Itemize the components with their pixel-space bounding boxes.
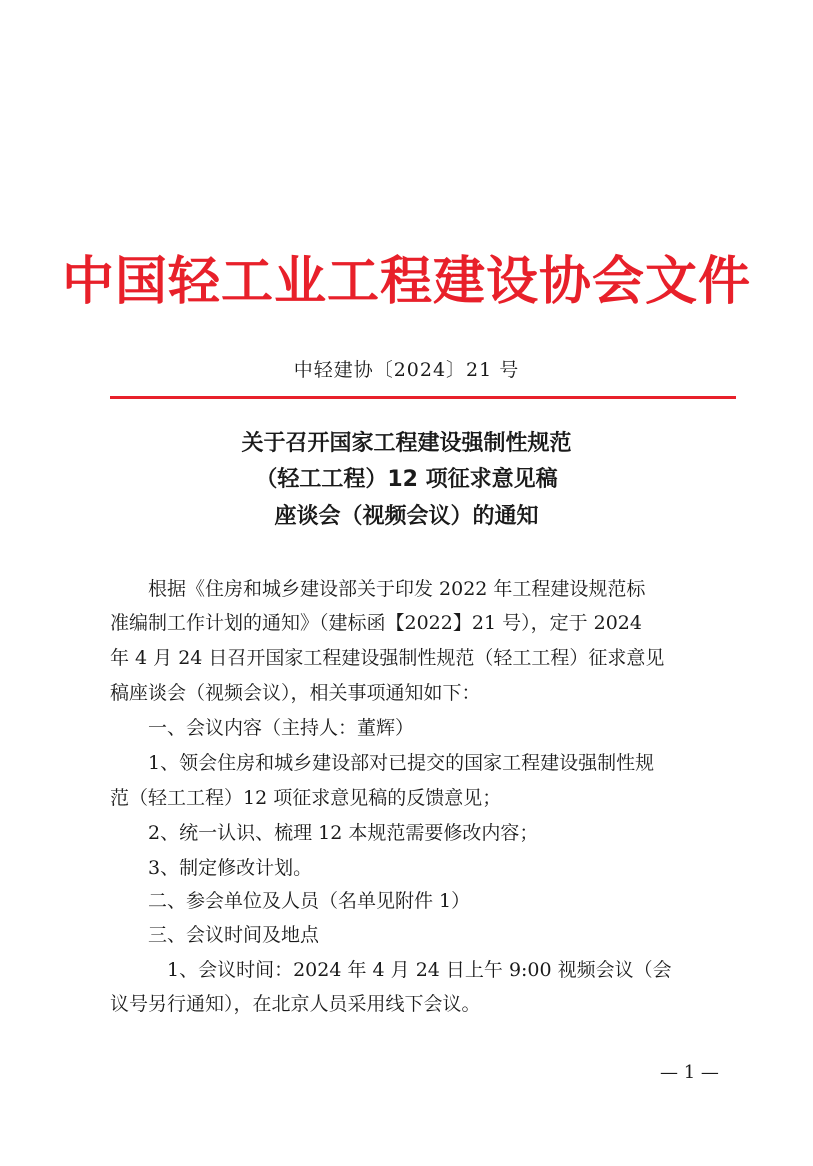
section-heading-2: 二、参会单位及人员（名单见附件 1） — [110, 890, 471, 912]
red-divider-line — [110, 396, 736, 399]
section-heading-1: 一、会议内容（主持人：董辉） — [110, 717, 415, 739]
page-number: — 1 — — [660, 1062, 719, 1083]
notice-title-line-2: （轻工工程）12 项征求意见稿 — [255, 467, 558, 492]
body-paragraph-line: 准编制工作计划的通知》（建标函【2022】21 号），定于 2024 — [110, 612, 642, 634]
body-paragraph-line: 根据《住房和城乡建设部关于印发 2022 年工程建设规范标 — [110, 578, 646, 600]
notice-title-line-1: 关于召开国家工程建设强制性规范 — [241, 431, 572, 456]
list-item-1: 1、领会住房和城乡建设部对已提交的国家工程建设强制性规 — [110, 752, 655, 774]
notice-title-line-3: 座谈会（视频会议）的通知 — [274, 504, 539, 529]
document-number: 中轻建协〔2024〕21 号 — [293, 359, 520, 381]
section-heading-3: 三、会议时间及地点 — [110, 924, 320, 946]
list-item-3: 3、制定修改计划。 — [110, 857, 313, 879]
meeting-time-line-continued: 议号另行通知），在北京人员采用线下会议。 — [110, 993, 481, 1015]
meeting-time-line: 1、会议时间：2024 年 4 月 24 日上午 9:00 视频会议（会 — [110, 959, 672, 981]
body-paragraph-line: 稿座谈会（视频会议），相关事项通知如下： — [110, 682, 481, 704]
body-paragraph-line: 年 4 月 24 日召开国家工程建设强制性规范（轻工工程）征求意见 — [110, 647, 665, 669]
list-item-1-continued: 范（轻工工程）12 项征求意见稿的反馈意见； — [110, 787, 502, 809]
masthead-title: 中国轻工业工程建设协会文件 — [61, 252, 751, 312]
list-item-2: 2、统一认识、梳理 12 本规范需要修改内容； — [110, 822, 539, 844]
